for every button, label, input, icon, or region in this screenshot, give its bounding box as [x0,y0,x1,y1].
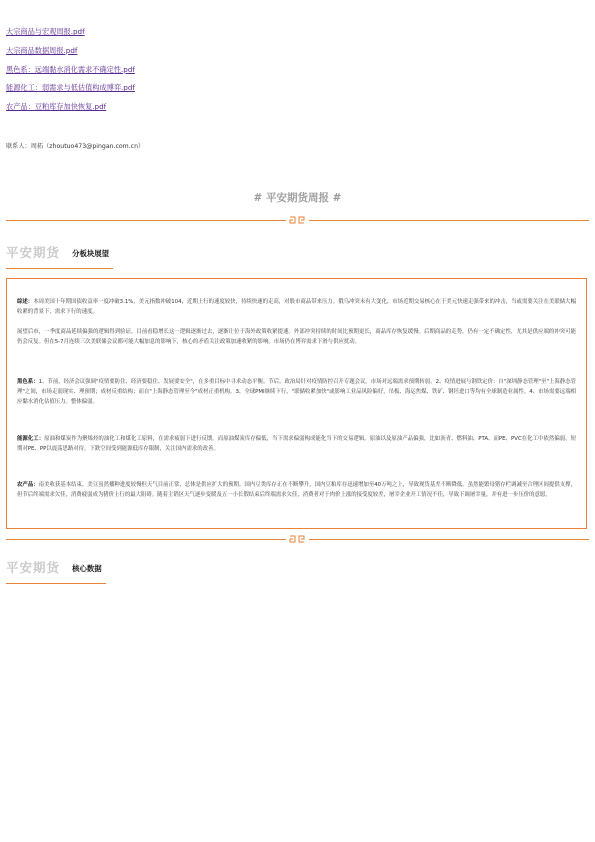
agri-paragraph [17,480,576,500]
report-link-data[interactable]: 大宗商品数据周报.pdf [6,45,78,55]
banner-divider-right [309,220,589,221]
weekly-report-title: # 平安期货周报 # [253,192,342,204]
energy-label: 能源化工： [17,436,45,442]
black-text: 1、节前，经济会议强调"疫情要防住、经济要稳住、发展要安全"，在多重目标中寻求动态平衡。节后，政治局针对疫情防控召开专题会议。市场对远端需求预期转弱。2、疫情进展与钢铁定价：自"深圳静态管理"至"上海静态管理"之间，市场走弱现实、理预期；成材反重结构；而自"上海静态管理至今"成材正重机构。3、全球PMI继续下行，"联储收紧加快"或影响工业品风险偏好，吊板、海运焦煤、铁矿、钢坯进口等均有全球制造业属性。4、市场需要远端相应黏水消化估值压力。整体偏弱。 [17,379,576,406]
agri-text: 南美收获基本结束，美豆虽然播种进度较慢但天气目前正常，总体是供应扩大的预期。国内豆类库存正在不断攀升，国内豆粕库存迅速增加至40万吨之上，导致现货基差不断降低。虽然能繁母猪存栏调减至合理区间提供支撑，但节后终端需求欠佳，消费疲弱成为猪价上行的最大阻碍。随着主销区天气逐步变暖及五一小长假结束后终端需求欠佳，消费者对于肉价上涨的接受度较差，屠宰企业开工情况不佳，导致下调屠宰量，并有进一步压价的意愿。 [17,482,576,499]
summary-outlook-paragraph [17,327,576,347]
section-heading-core-data [6,557,102,576]
energy-paragraph [17,434,576,454]
box-divider-right [309,539,589,540]
contact-line: 联系人：周拓（zhoutuo473@pingan.com.cn） [6,143,145,150]
section-brand: 平安期货 [6,560,61,575]
section-brand: 平安期货 [6,245,61,260]
black-label: 黑色系： [17,379,39,385]
report-link-macro[interactable]: 大宗商品与宏观周报.pdf [6,27,85,36]
divider-ornament-icon [289,216,305,224]
summary-text: 本周美国十年期国债收益率一度冲破3.1%，美元指数冲破104，近期上行的速度较快，持续快速的走高，对股市商品带来压力。俄乌冲突未有大变化，市场近期交易核心在于美元快速走强带来的冲击，当或需要关注在美联储大幅收紧的背景下，需求下行的速度。 [17,299,576,316]
report-link-energy[interactable]: 能源化工：弱需求与低估值构成博弈.pdf [6,83,135,93]
report-link-agri[interactable]: 农产品：豆粕库存加快恢复.pdf [6,102,107,112]
section-title: 核心数据 [72,564,102,573]
related-reports-list [6,27,135,121]
section-title: 分板块展望 [72,249,110,258]
box-divider-left [6,539,286,540]
section-underline [6,583,106,584]
summary-outlook-text: 展望后市，一季度商品延续偏强的逻辑得到验证，目前看稳增长这一逻辑逐渐过去，逐渐让位于海外政策收紧提速。外部冲突持续的时间比预期更长，商品库存恢复缓慢。后期商品的走势，仍有一定不确定性，尤其是供应端的冲突可能仍会反复。但在5-7月连续三次美联储会议都可能大幅加息的影响下，核心的矛盾关注政策加速收紧的影响。市场仍在博弈需求下滑与供应扰动。 [17,329,576,346]
black-paragraph [17,377,576,408]
report-link-black[interactable]: 黑色系：远端黏水消化需求不确定性.pdf [6,64,135,74]
divider-ornament-icon [289,535,305,543]
summary-paragraph [17,297,576,317]
section-heading-outlook [6,242,109,261]
section-underline [6,268,113,269]
energy-text: 原油和煤炭作为聚烯烃的油化工和煤化工原料，在需求疲弱下进行反馈。而原油煤炭库存偏低，当下需求偏弱构成能化当下的交易逻辑。原油以及原油产品偏强，比如沥青、燃料油、PTA、而PE、PVC在化工中依然偏弱。短期对PE、PP以震荡思路对待，下跌空间受到能源低库存限制，关注国内需求的改善。 [17,436,576,453]
summary-label: 综述： [17,299,34,305]
agri-label: 农产品： [17,482,39,488]
banner-divider-left [6,220,286,221]
